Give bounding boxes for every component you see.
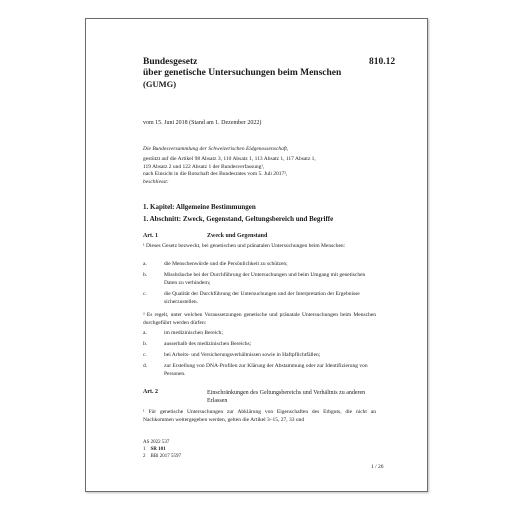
list-item bbox=[143, 352, 378, 360]
document-title bbox=[143, 57, 341, 90]
date-line: vom 15. Juni 2018 (Stand am 1. Dezember 2022) bbox=[143, 120, 262, 126]
document-page bbox=[85, 18, 428, 492]
list-marker: a. bbox=[143, 261, 147, 267]
footnote-2-text: BBl 2017 5597 bbox=[150, 453, 182, 459]
article-1-heading: Zweck und Gegenstand bbox=[207, 233, 268, 239]
list-item bbox=[143, 363, 378, 379]
list-item bbox=[143, 341, 378, 349]
title-line-1: Bundesgesetz bbox=[143, 57, 198, 67]
list-text: zur Erstellung von DNA-Profilen zur Klärung der Abstammung oder zur Identifizierung von Personen. bbox=[164, 363, 368, 377]
list-marker: d. bbox=[143, 363, 148, 369]
chapter-heading bbox=[143, 203, 333, 224]
footnote-2-marker: 2 bbox=[143, 453, 146, 459]
article-2-heading-line: Einschränkungen des Geltungsbereichs und Verhältnis zu anderen bbox=[207, 390, 366, 396]
preamble-line: Die Bundesversammlung der Schweizerischen Eidgenossenschaft, bbox=[143, 146, 289, 152]
preamble-line: nach Einsicht in die Botschaft des Bundesrates vom 5. Juli 2017², bbox=[143, 171, 288, 178]
page-number: 1 / 26 bbox=[371, 464, 384, 470]
article-2-number: Art. 2 bbox=[143, 389, 158, 395]
list-text: im medizinischen Bereich; bbox=[164, 330, 223, 336]
list-marker: b. bbox=[143, 341, 148, 347]
list-text: die Qualität der Durchführung der Untersuchungen und der Interpretation der Ergebnisse sicherzustellen. bbox=[164, 291, 360, 305]
list-text: Missbräuche bei der Durchführung der Untersuchungen und beim Umgang mit genetischen Daten zu verhindern; bbox=[164, 272, 366, 286]
list-text: die Menschenwürde und die Persönlichkeit zu schützen; bbox=[164, 261, 288, 267]
as-reference: AS 2022 537 bbox=[143, 440, 170, 445]
list-marker: c. bbox=[143, 291, 147, 297]
preamble bbox=[143, 146, 316, 187]
footnote-1 bbox=[143, 447, 181, 454]
preamble-line: gestützt auf die Artikel 98 Absatz 3, 110 Absatz 1, 113 Absatz 1, 117 Absatz 1, bbox=[143, 155, 316, 162]
preamble-line: beschliesst: bbox=[143, 179, 169, 186]
preamble-line: 119 Absatz 2 und 122 Absatz 1 der Bundesverfassung¹, bbox=[143, 163, 265, 170]
chapter-title: 1. Kapitel: Allgemeine Bestimmungen bbox=[143, 203, 256, 211]
footnote-1-text: SR 101 bbox=[150, 446, 166, 452]
list-marker: c. bbox=[143, 352, 147, 358]
title-line-2: über genetische Untersuchungen beim Menschen bbox=[143, 68, 342, 78]
section-title: 1. Abschnitt: Zweck, Gegenstand, Geltungsbereich und Begriffe bbox=[143, 215, 334, 223]
list-marker: a. bbox=[143, 330, 147, 336]
list-item bbox=[143, 291, 378, 307]
list-item bbox=[143, 261, 378, 269]
article-1-para-1: ¹ Dieses Gesetz bezweckt, bei genetischen und pränatalen Untersuchungen beim Menschen: bbox=[143, 243, 346, 249]
sr-number: 810.12 bbox=[369, 57, 396, 67]
short-title: (GUMG) bbox=[143, 79, 177, 89]
article-1-para-2: ² Es regelt, unter welchen Voraussetzungen genetische und pränatale Untersuchungen beim Menschen durchgeführt werden dürfen: bbox=[143, 312, 376, 326]
footnote-1-marker: 1 bbox=[143, 446, 146, 452]
list-text: bei Arbeits- und Versicherungsverhältnissen sowie in Haftpflichtfällen; bbox=[164, 352, 321, 358]
footnote-2 bbox=[143, 454, 181, 461]
article-2-heading-line: Erlassen bbox=[207, 398, 228, 404]
list-text: ausserhalb des medizinischen Bereichs; bbox=[164, 341, 252, 347]
article-2-para-1: ¹ Für genetische Untersuchungen zur Abklärung von Eigenschaften des Erbguts, die nicht an Nachkommen weitergegeben werden, gelten die Artikel 3–15, 27, 33 und bbox=[143, 409, 376, 423]
article-1-number: Art. 1 bbox=[143, 233, 158, 239]
list-item bbox=[143, 330, 378, 338]
article-2-heading bbox=[207, 389, 365, 405]
list-item bbox=[143, 272, 378, 288]
list-marker: b. bbox=[143, 272, 148, 278]
footnotes bbox=[143, 440, 181, 460]
